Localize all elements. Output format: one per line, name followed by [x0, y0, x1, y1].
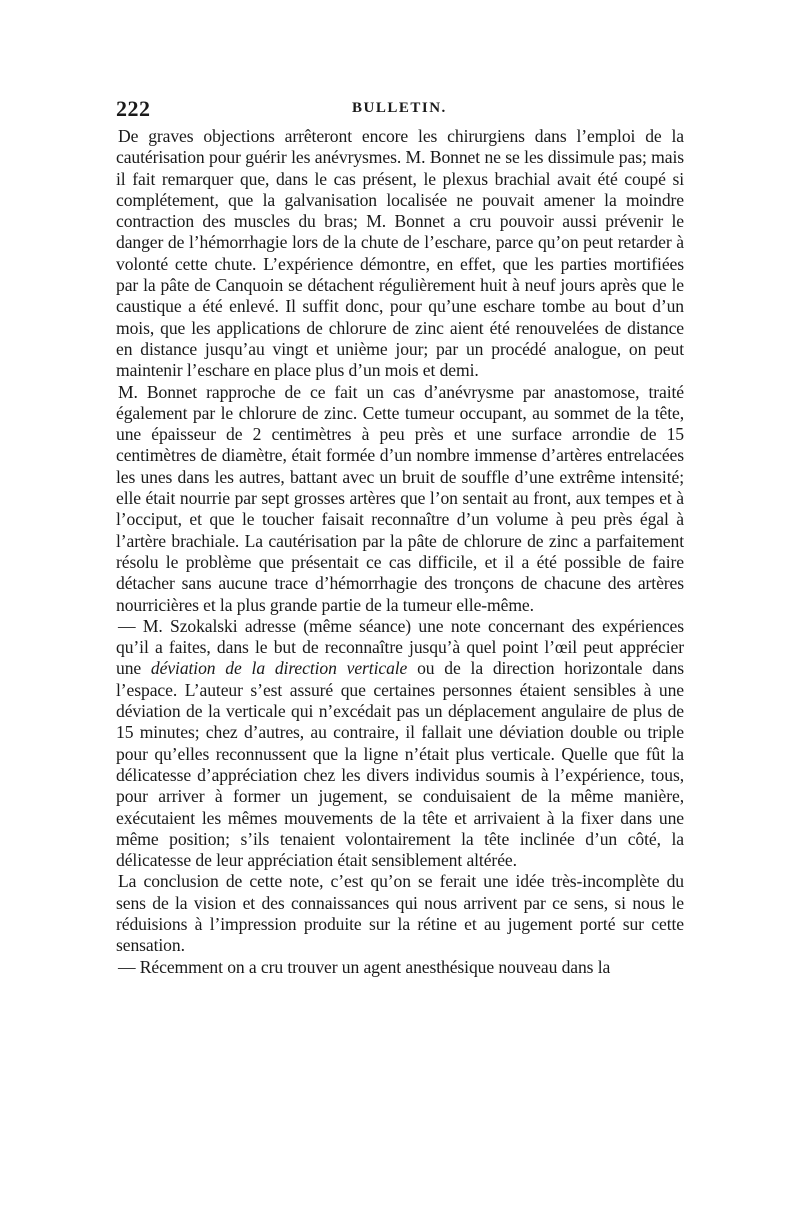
body-text — [116, 126, 684, 978]
running-head — [116, 96, 684, 126]
paragraph — [116, 616, 684, 872]
paragraph — [116, 957, 684, 978]
paragraph — [116, 382, 684, 616]
paragraph — [116, 871, 684, 956]
book-page — [116, 96, 684, 978]
text-segment: La conclusion de cette note, c’est qu’on se ferait une idée très-incomplète du sens de la vision et des connaissances qui nous arrivent par ce sens, si nous le réduisions à l’impression produite sur la rétine et au jugement porté sur cette sensation. — [116, 871, 684, 956]
text-segment: De graves objections arrêteront encore les chirurgiens dans l’emploi de la cautérisation pour guérir les anévrysmes. M. Bonnet ne se les dissimule pas; mais il fait remarquer que, dans le cas présent, le plexus brachial avait été coupé si complétement, que la galvanisation localisée ne pouvait amener la moindre contraction des muscles du bras; M. Bonnet a cru pouvoir aussi prévenir le danger de l’hémorrhagie lors de la chute de l’eschare, parce qu’on peut retarder à volonté cette chute. L’expérience démontre, en effet, que les parties mortifiées par la pâte de Canquoin se détachent régulièrement huit à neuf jours après que le caustique a été enlevé. Il suffit donc, pour qu’une eschare tombe au bout d’un mois, que les applications de chlorure de zinc aient été renouvelées de distance en distance jusqu’au vingt et unième jour; par un procédé analogue, on peut maintenir l’eschare en place plus d’un mois et demi. — [116, 126, 684, 381]
text-segment: M. Bonnet rapproche de ce fait un cas d’anévrysme par anastomose, traité également par le chlorure de zinc. Cette tumeur occupant, au sommet de la tête, une épaisseur de 2 centimètres à peu près et une surface arrondie de 15 centimètres de diamètre, était formée d’un nombre immense d’artères entrelacées les unes dans les autres, battant avec un bruit de souffle d’une extrême intensité; elle était nourrie par sept grosses artères que l’on sentait au front, aux tempes et à l’occiput, et que le toucher faisait reconnaître d’un volume à peu près égal à l’artère brachiale. La cautérisation par la pâte de chlorure de zinc a parfaitement résolu le problème que présentait ce cas difficile, et il a été possible de faire détacher sans aucune trace d’hémorrhagie des tronçons de chacune des artères nourricières et la plus grande partie de la tumeur elle-même. — [116, 381, 684, 615]
text-segment: ou de la direction horizontale dans l’espace. L’auteur s’est assuré que certaines personnes étaient sensibles à une déviation de la verticale qui n’excédait pas un déplacement angulaire de plus de 15 minutes; chez d’autres, au contraire, il fallait une déviation double ou triple pour qu’elles reconnussent que la ligne n’était plus verticale. Quelle que fût la délicatesse d’appréciation chez les divers individus soumis à l’expérience, tous, pour arriver à former un jugement, se conduisaient de la même manière, exécutaient les mêmes mouvements de la tête et arrivaient à la fixer dans une même position; s’ils tenaient volontairement la tête inclinée d’un côté, la délicatesse de leur appréciation était sensiblement altérée. — [116, 658, 685, 871]
running-title: BULLETIN. — [352, 100, 447, 116]
paragraph — [116, 126, 684, 382]
italic-phrase: déviation de la direction verticale — [150, 658, 408, 679]
page-number: 222 — [116, 96, 151, 121]
text-segment: — Récemment on a cru trouver un agent anesthésique nouveau dans la — [118, 956, 611, 977]
text-segment: — M. Szokalski adresse (même séance) une note concernant des expériences qu’il a faites, dans le but de reconnaître jusqu’à quel point l’œil peut apprécier une — [116, 615, 684, 679]
